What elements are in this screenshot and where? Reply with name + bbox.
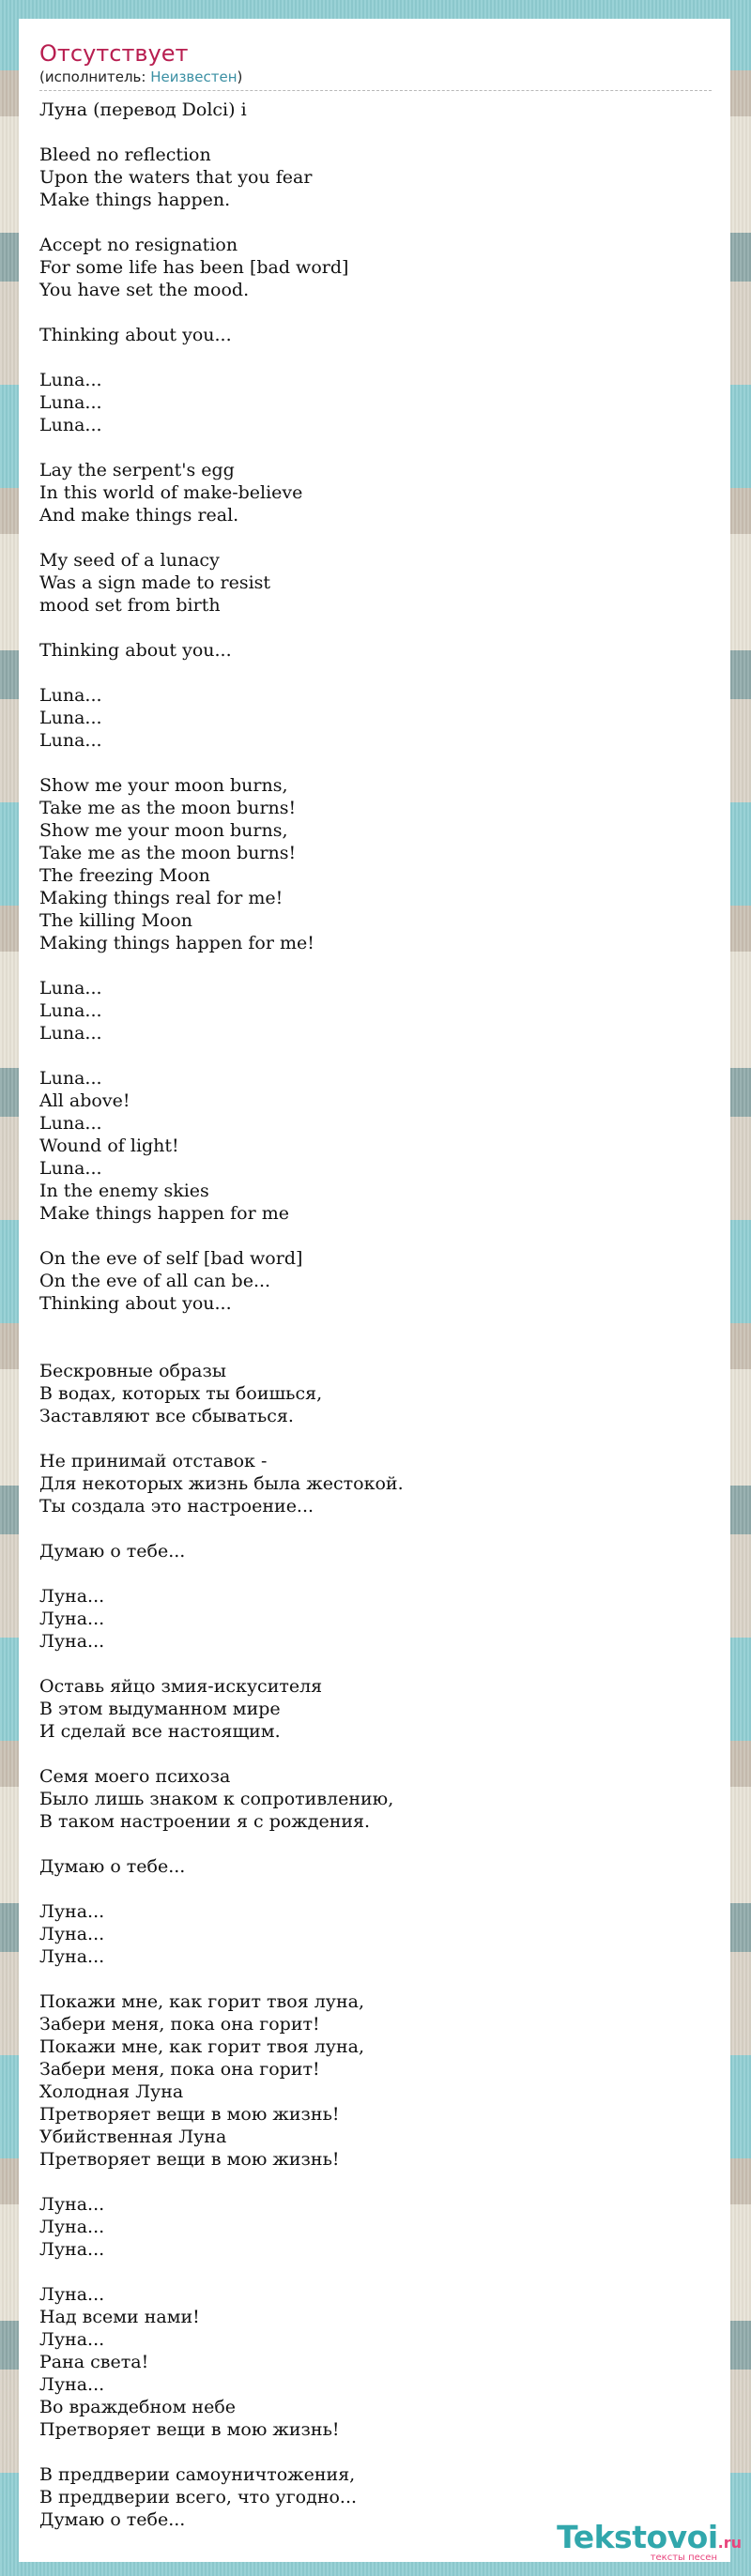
lyric-line — [39, 617, 712, 639]
lyric-line: Луна... — [39, 2329, 105, 2350]
lyric-line: The freezing Moon — [39, 865, 210, 886]
lyric-line: The killing Moon — [39, 910, 193, 931]
lyric-line — [39, 2171, 712, 2193]
lyric-line: On the eve of self [bad word] — [39, 1248, 303, 1269]
lyric-line: Луна... — [39, 1631, 105, 1652]
lyric-line: Make things happen for me — [39, 1203, 289, 1224]
artist-line — [39, 68, 712, 91]
lyric-line — [39, 526, 712, 549]
lyric-line: Luna... — [39, 1068, 102, 1089]
lyric-line — [39, 1562, 712, 1585]
lyric-line: Оставь яйцо змия-искусителя — [39, 1676, 323, 1697]
lyric-line — [39, 346, 712, 369]
lyric-line: Забери меня, пока она горит! — [39, 2059, 320, 2080]
lyric-line: Луна... — [39, 2239, 105, 2260]
lyric-line: Luna... — [39, 708, 102, 728]
lyric-line: Luna... — [39, 685, 102, 706]
lyric-line — [39, 1427, 712, 1450]
lyric-line: В преддверии всего, что угодно... — [39, 2487, 358, 2507]
lyric-line — [39, 1225, 712, 1247]
lyric-line: Луна... — [39, 1946, 105, 1967]
lyric-line: Бескровные образы — [39, 1361, 226, 1381]
lyric-line: On the eve of all can be... — [39, 1271, 271, 1291]
lyric-line — [39, 2441, 712, 2463]
lyric-line: Думаю о тебе... — [39, 1541, 186, 1562]
lyric-line — [39, 211, 712, 234]
artist-prefix: (исполнитель: — [39, 69, 151, 85]
lyric-line — [39, 436, 712, 459]
logo-main: Tekstovoi — [557, 2519, 718, 2555]
lyric-line — [39, 1315, 712, 1337]
lyric-line: Покажи мне, как горит твоя луна, — [39, 1991, 364, 2012]
lyric-line: Thinking about you... — [39, 325, 232, 345]
lyric-line: Thinking about you... — [39, 640, 232, 661]
lyric-line — [39, 1833, 712, 1855]
lyric-line: Luna... — [39, 1158, 102, 1179]
lyric-line — [39, 1517, 712, 1540]
lyric-line: Забери меня, пока она горит! — [39, 2014, 320, 2035]
artist-link[interactable]: Неизвестен — [150, 69, 238, 85]
lyric-line: В преддверии самоуничтожения, — [39, 2464, 356, 2485]
lyric-line: Думаю о тебе... — [39, 1856, 186, 1877]
artist-suffix: ) — [237, 69, 243, 85]
lyric-line — [39, 1653, 712, 1675]
lyric-line: Wound of light! — [39, 1136, 179, 1156]
lyric-line — [39, 1968, 712, 1990]
lyric-line: В этом выдуманном мире — [39, 1699, 281, 1719]
lyric-line: Луна... — [39, 2194, 105, 2215]
lyric-line: Претворяет вещи в мою жизнь! — [39, 2104, 340, 2125]
lyric-line: Луна... — [39, 1586, 105, 1607]
site-logo[interactable] — [557, 2519, 742, 2563]
lyric-line: Во враждебном небе — [39, 2397, 236, 2417]
lyric-line: Show me your moon burns, — [39, 820, 288, 841]
lyric-line: Семя моего психоза — [39, 1766, 231, 1787]
lyric-line: My seed of a lunacy — [39, 550, 220, 571]
lyrics-text — [39, 99, 712, 2531]
lyric-line — [39, 662, 712, 684]
lyrics-card — [19, 19, 730, 2562]
lyric-line — [39, 954, 712, 977]
lyric-line: Луна... — [39, 1901, 105, 1922]
lyric-line: Думаю о тебе... — [39, 2509, 186, 2530]
lyric-line: Луна... — [39, 2217, 105, 2237]
lyric-line: Show me your moon burns, — [39, 775, 288, 796]
lyric-line: Заставляют все сбываться. — [39, 1406, 294, 1426]
lyric-line: In this world of make-believe — [39, 482, 303, 503]
lyric-line: In the enemy skies — [39, 1181, 209, 1201]
lyric-line: Претворяет вещи в мою жизнь! — [39, 2149, 340, 2170]
lyric-line: Bleed no reflection — [39, 145, 211, 165]
lyric-line: В водах, которых ты боишься, — [39, 1383, 323, 1404]
lyric-line: Не принимай отставок - — [39, 1451, 268, 1471]
lyric-line: Ты создала это настроение... — [39, 1496, 314, 1517]
lyric-line: Luna... — [39, 1023, 102, 1044]
song-title: Отсутствует — [39, 40, 189, 67]
lyric-line: Lay the serpent's egg — [39, 460, 235, 480]
lyric-line: Было лишь знаком к сопротивлению, — [39, 1789, 394, 1809]
lyric-line: Thinking about you... — [39, 1293, 232, 1314]
lyric-line: Покажи мне, как горит твоя луна, — [39, 2036, 364, 2057]
lyric-line: Luna... — [39, 392, 102, 413]
logo-suffix: .ru — [717, 2534, 742, 2552]
lyric-line: Upon the waters that you fear — [39, 167, 313, 188]
lyric-line — [39, 121, 712, 144]
lyric-line: Над всеми нами! — [39, 2307, 200, 2327]
lyric-line: Луна (перевод Dolci) i — [39, 99, 247, 120]
lyric-line: Луна... — [39, 2284, 105, 2305]
lyric-line: В таком настроении я с рождения. — [39, 1811, 371, 1832]
lyric-line: Luna... — [39, 370, 102, 390]
lyric-line — [39, 1044, 712, 1067]
lyric-line: И сделай все настоящим. — [39, 1721, 281, 1742]
lyric-line: Убийственная Луна — [39, 2126, 227, 2147]
lyric-line — [39, 301, 712, 324]
logo-tagline: тексты песен — [650, 2553, 717, 2563]
lyric-line — [39, 1878, 712, 1900]
lyric-line: Луна... — [39, 1608, 105, 1629]
lyric-line: Luna... — [39, 415, 102, 435]
lyric-line: Take me as the moon burns! — [39, 798, 297, 818]
lyric-line: Making things real for me! — [39, 888, 284, 908]
lyric-line: Рана света! — [39, 2352, 149, 2372]
lyric-line: Accept no resignation — [39, 235, 238, 255]
lyric-line: Претворяет вещи в мою жизнь! — [39, 2419, 340, 2440]
lyric-line: Luna... — [39, 978, 102, 998]
lyric-line — [39, 752, 712, 774]
lyric-line: And make things real. — [39, 505, 239, 526]
lyric-line: Luna... — [39, 1113, 102, 1134]
lyric-line: Luna... — [39, 1000, 102, 1021]
lyric-line: Take me as the moon burns! — [39, 843, 297, 863]
lyric-line: Was a sign made to resist — [39, 572, 271, 593]
lyric-line: Для некоторых жизнь была жестокой. — [39, 1473, 404, 1494]
lyric-line: Луна... — [39, 1924, 105, 1944]
lyric-line: For some life has been [bad word] — [39, 257, 349, 278]
lyric-line: Луна... — [39, 2374, 105, 2395]
lyric-line: Make things happen. — [39, 190, 231, 210]
lyric-line: Холодная Луна — [39, 2081, 184, 2102]
lyric-line — [39, 2261, 712, 2283]
lyric-line: You have set the mood. — [39, 280, 250, 300]
lyric-line — [39, 1743, 712, 1765]
lyric-line: mood set from birth — [39, 595, 221, 616]
lyric-line: Making things happen for me! — [39, 933, 314, 953]
lyric-line — [39, 1337, 712, 1360]
lyric-line: Luna... — [39, 730, 102, 751]
lyric-line: All above! — [39, 1090, 130, 1111]
